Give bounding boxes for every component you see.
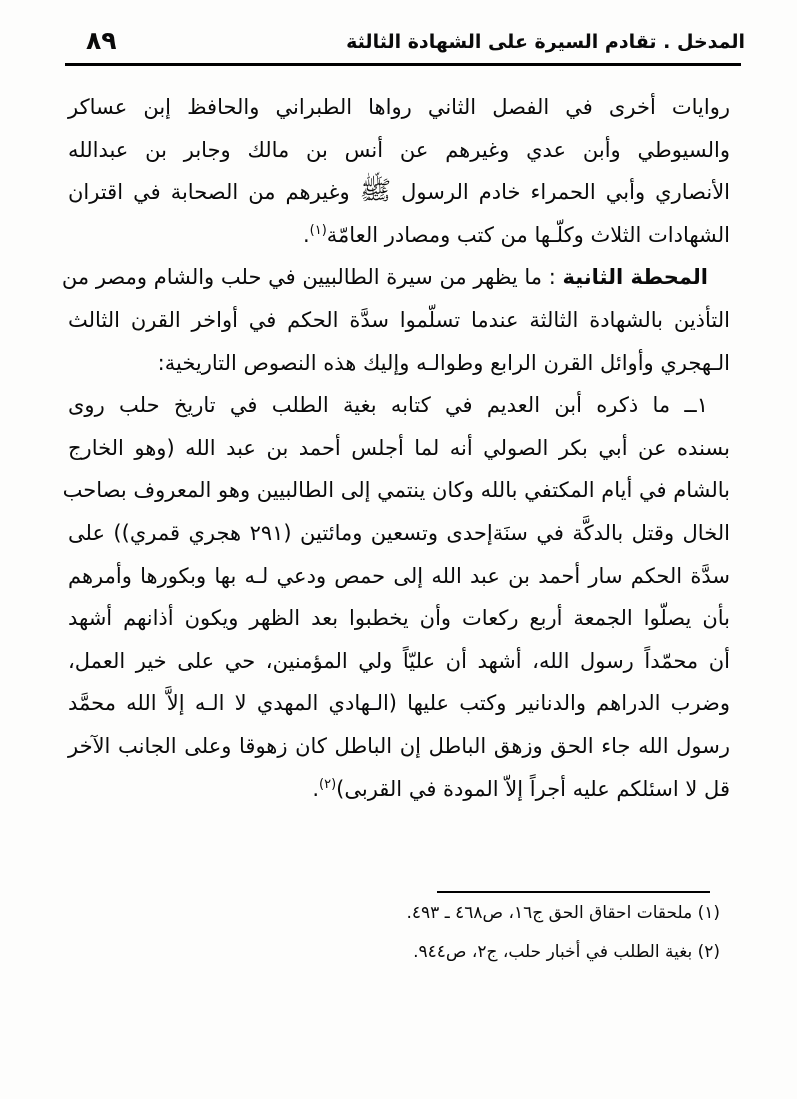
running-header-title: المدخل . تقادم السيرة على الشهادة الثالثة xyxy=(346,31,745,53)
body-line: الخال وقتل بالدكَّة في سنَةإحدى وتسعين ومائتين (٢٩١ هجري قمري)) على xyxy=(68,520,730,545)
body-line: التأذين بالشهادة الثالثة عندما تسلّموا سدَّة الحكم في أواخر القرن الثالث xyxy=(68,307,730,332)
body-line-text: وغيرهم من الصحابة في اقتران xyxy=(68,180,360,205)
body-line: الـهجري وأوائل القرن الرابع وطوالـه وإليك هذه النصوص التاريخية: xyxy=(157,350,730,375)
honorific-salawat-symbol: ﷺ xyxy=(359,176,392,207)
body-line: وضرب الدراهم والدنانير وكتب عليها (الـهادي المهدي لا الـه إلاَّ الله محمَّد xyxy=(68,691,730,716)
body-line-text: : ما يظهر من سيرة الطالبيين في حلب والشام ومصر من xyxy=(61,265,563,290)
footnote-item: (١) ملحقات احقاق الحق ج١٦، ص٤٦٨ ـ ٤٩٣. xyxy=(406,903,720,923)
body-line: روايات أخرى في الفصل الثاني رواها الطبراني والحافظ إبن عساكر xyxy=(68,95,730,119)
body-line xyxy=(68,768,730,811)
page-number: ٨٩ xyxy=(86,26,117,55)
paragraph xyxy=(62,384,730,810)
paragraph xyxy=(68,86,730,256)
body-line: ١ــ ما ذكره أبن العديم في كتابه بغية الطلب في تاريخ حلب روى xyxy=(68,393,708,418)
body-line xyxy=(61,256,730,299)
body-line-text: قل لا اسئلكم عليه أجراً إلاّ المودة في القربى) xyxy=(336,776,730,801)
body-line: رسول الله جاء الحق وزهق الباطل إن الباطل كان زهوقا وعلى الجانب الآخر xyxy=(68,733,730,758)
body-text xyxy=(61,86,731,810)
body-line: سدَّة الحكم سار أحمد بن عبد الله إلى حمص ودعي لـه بها وبكورها وأمرهم xyxy=(68,563,730,588)
body-line: بأن يصلّوا الجمعة أربع ركعات وأن يخطبوا بعد الظهر ويكون أذانهم أشهد xyxy=(68,606,730,631)
body-line-text: . xyxy=(302,222,310,247)
body-line-text: . xyxy=(312,776,320,801)
body-line-text: الأنصاري وأبي الحمراء خادم الرسول xyxy=(391,180,731,205)
body-line xyxy=(68,171,730,214)
body-line: أن محمّداً رسول الله، أشهد أن عليّاً ولي المؤمنين، حي على خير العمل، xyxy=(68,648,730,673)
footnotes-section xyxy=(68,891,730,971)
body-line xyxy=(68,214,730,257)
paragraph xyxy=(61,256,730,384)
section-lead-bold: المحطة الثانية xyxy=(562,265,708,290)
body-line: بسنده عن أبي بكر الصولي أنه لما أجلس أحمد بن عبد الله (وهو الخارج xyxy=(68,435,730,460)
footnote-ref-marker: (٢) xyxy=(319,776,337,792)
footnote-item: (٢) بغية الطلب في أخبار حلب، ج٢، ص٩٤٤. xyxy=(413,942,720,962)
body-line-text: الشهادات الثلاث وكلّـها من كتب ومصادر العامّة xyxy=(326,222,730,247)
body-line: والسيوطي وأبن عدي وغيرهم عن أنس بن مالك وجابر بن عبدالله xyxy=(68,137,730,162)
footnote-separator xyxy=(437,891,710,893)
footnote-ref-marker: (١) xyxy=(309,222,327,238)
header-rule xyxy=(65,63,741,66)
body-line: بالشام في أيام المكتفي بالله وكان ينتمي إلى الطالبيين وهو المعروف بصاحب xyxy=(62,478,730,503)
